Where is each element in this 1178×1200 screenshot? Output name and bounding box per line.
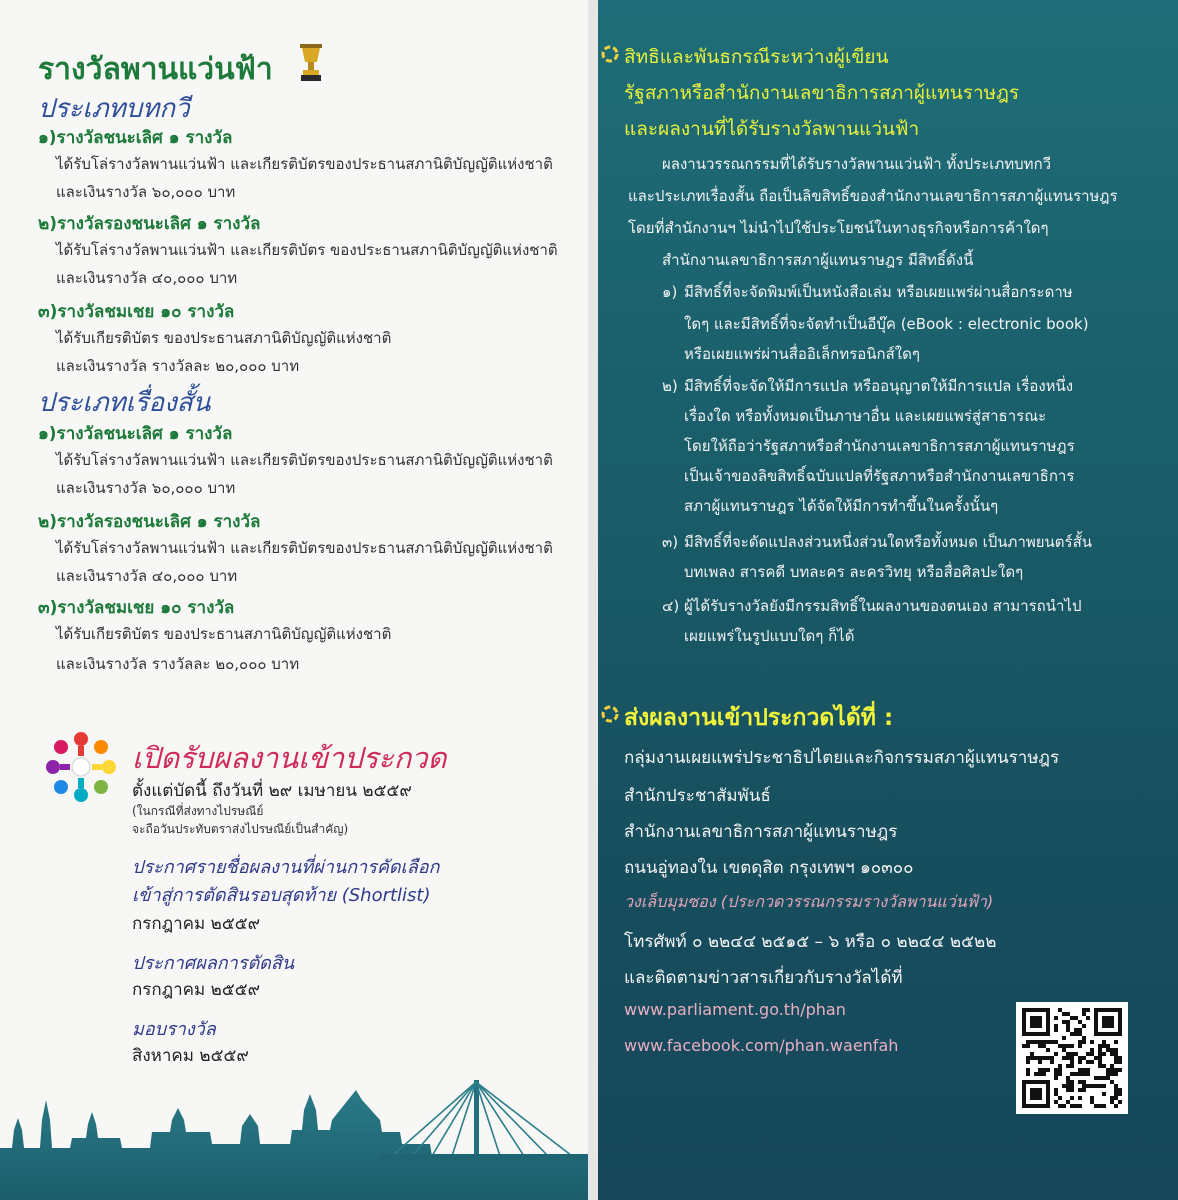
category-title-short-story: ประเภทเรื่องสั้น (38, 388, 211, 418)
right-item-line: มีสิทธิ์ที่จะจัดพิมพ์เป็นหนังสือเล่ม หรือเผยแพร่ผ่านสื่อกระดาษ (684, 283, 1073, 301)
right-item-number: ๒) (662, 377, 678, 395)
address-line: สำนักประชาสัมพันธ์ (624, 786, 771, 806)
right-item-line: ใดๆ และมีสิทธิ์ที่จะจัดทำเป็นอีบุ๊ค (eBook : electronic book) (684, 315, 1089, 333)
prize-line: ได้รับโล่รางวัลพานแว่นฟ้า และเกียรติบัตรของประธานสภานิติบัญญัติแห่งชาติ (56, 451, 553, 469)
right-item-line: โดยให้ถือว่ารัฐสภาหรือสำนักงานเลขาธิการสภาผู้แทนราษฎร (684, 437, 1075, 455)
open-submission-title: เปิดรับผลงานเข้าประกวด (132, 741, 447, 775)
prize-line: และเงินรางวัล รางวัลละ ๒๐,๐๐๐ บาท (56, 357, 300, 375)
result-date: กรกฎาคม ๒๕๕๙ (132, 980, 261, 1000)
prize-line: และเงินรางวัล ๔๐,๐๐๐ บาท (56, 567, 238, 585)
award-date: สิงหาคม ๒๕๕๙ (132, 1046, 249, 1066)
postal-note-line1: (ในกรณีที่ส่งทางไปรษณีย์ (132, 804, 264, 818)
intro-line: และประเภทเรื่องสั้น ถือเป็นลิขสิทธิ์ของสำนักงานเลขาธิการสภาผู้แทนราษฎร (628, 187, 1118, 205)
category-title-poetry: ประเภทบทกวี (38, 94, 190, 124)
left-panel (0, 0, 588, 1200)
prize-line: ได้รับโล่รางวัลพานแว่นฟ้า และเกียรติบัตรของประธานสภานิติบัญญัติแห่งชาติ (56, 155, 553, 173)
prize-head: ๓)รางวัลชมเชย ๑๐ รางวัล (38, 598, 235, 618)
postal-note-line2: จะถือวันประทับตราส่งไปรษณีย์เป็นสำคัญ) (132, 822, 349, 836)
shortlist-label-line2: เข้าสู่การตัดสินรอบสุดท้าย (Shortlist) (132, 885, 431, 906)
address-line: สำนักงานเลขาธิการสภาผู้แทนราษฎร (624, 822, 898, 842)
address-line: ถนนอู่ทองใน เขตดุสิต กรุงเทพฯ ๑๐๓๐๐ (624, 858, 914, 878)
intro-line: โดยที่สำนักงานฯ ไม่นำไปใช้ประโยชน์ในทางธุรกิจหรือการค้าใดๆ (628, 219, 1049, 237)
phone-line: โทรศัพท์ ๐ ๒๒๔๔ ๒๕๑๕ – ๖ หรือ ๐ ๒๒๔๔ ๒๕๒๒ (624, 932, 997, 952)
right-item-line: หรือเผยแพร่ผ่านสื่ออิเล็กทรอนิกส์ใดๆ (684, 345, 920, 363)
right-item-line: บทเพลง สารคดี บทละคร ละครวิทยุ หรือสื่อศิลปะใดๆ (684, 563, 1024, 581)
ring-bullet-icon (600, 704, 620, 724)
send-submission-title: ส่งผลงานเข้าประกวดได้ที่ : (624, 705, 894, 731)
prize-head: ๑)รางวัลชนะเลิศ ๑ รางวัล (38, 128, 233, 148)
right-item-line: สภาผู้แทนราษฎร ได้จัดให้มีการทำขึ้นในครั้งนั้นๆ (684, 497, 999, 515)
bangkok-skyline-illustration (0, 1060, 588, 1200)
trophy-icon (298, 44, 324, 82)
prize-line: ได้รับโล่รางวัลพานแว่นฟ้า และเกียรติบัตร ของประธานสภานิติบัญญัติแห่งชาติ (56, 241, 558, 259)
prize-line: ได้รับเกียรติบัตร ของประธานสภานิติบัญญัติแห่งชาติ (56, 625, 392, 643)
right-item-number: ๔) (662, 597, 680, 615)
right-item-line: เรื่องใด หรือทั้งหมดเป็นภาษาอื่น และเผยแพร่สู่สาธารณะ (684, 407, 1047, 425)
intro-line: ผลงานวรรณกรรมที่ได้รับรางวัลพานแว่นฟ้า ทั้งประเภทบทกวี (662, 155, 1052, 173)
prize-line: และเงินรางวัล รางวัลละ ๒๐,๐๐๐ บาท (56, 655, 300, 673)
prize-head: ๓)รางวัลชมเชย ๑๐ รางวัล (38, 302, 235, 322)
prize-line: และเงินรางวัล ๖๐,๐๐๐ บาท (56, 183, 236, 201)
right-panel (598, 0, 1178, 1200)
panel-gap (588, 0, 598, 1200)
right-item-line: มีสิทธิ์ที่จะจัดให้มีการแปล หรืออนุญาตให้มีการแปล เรื่องหนึ่ง (684, 377, 1074, 395)
parliament-website-link[interactable]: www.parliament.go.th/phan (624, 1000, 846, 1019)
right-item-line: ผู้ได้รับรางวัลยังมีกรรมสิทธิ์ในผลงานของตนเอง สามารถนำไป (684, 597, 1082, 615)
award-label: มอบรางวัล (132, 1019, 216, 1040)
open-submission-date: ตั้งแต่บัดนี้ ถึงวันที่ ๒๙ เมษายน ๒๕๕๙ (132, 781, 412, 801)
prize-head: ๑)รางวัลชนะเลิศ ๑ รางวัล (38, 424, 233, 444)
follow-line: และติดตามข่าวสารเกี่ยวกับรางวัลได้ที่ (624, 968, 903, 988)
envelope-note: วงเล็บมุมซอง (ประกวดวรรณกรรมรางวัลพานแว่นฟ้า) (624, 892, 994, 911)
right-item-number: ๑) (662, 283, 678, 301)
intro-line: สำนักงานเลขาธิการสภาผู้แทนราษฎร มีสิทธิ์ดังนี้ (662, 251, 974, 269)
right-item-line: เผยแพร่ในรูปแบบใดๆ ก็ได้ (684, 627, 855, 645)
qr-code-icon[interactable] (1016, 1002, 1128, 1114)
facebook-page-link[interactable]: www.facebook.com/phan.waenfah (624, 1036, 899, 1055)
rights-title-line1: สิทธิและพันธกรณีระหว่างผู้เขียน (624, 46, 889, 68)
right-item-line: เป็นเจ้าของลิขสิทธิ์ฉบับแปลที่รัฐสภาหรือสำนักงานเลขาธิการ (684, 467, 1075, 485)
people-wheel-icon (42, 728, 120, 806)
ring-bullet-icon (600, 44, 620, 64)
rights-title-line3: และผลงานที่ได้รับรางวัลพานแว่นฟ้า (624, 118, 920, 140)
rights-title-line2: รัฐสภาหรือสำนักงานเลขาธิการสภาผู้แทนราษฎร (624, 82, 1020, 104)
main-title: รางวัลพานแว่นฟ้า (38, 52, 273, 87)
result-label: ประกาศผลการตัดสิน (132, 953, 295, 974)
address-line: กลุ่มงานเผยแพร่ประชาธิปไตยและกิจกรรมสภาผู้แทนราษฎร (624, 748, 1060, 768)
prize-head: ๒)รางวัลรองชนะเลิศ ๑ รางวัล (38, 512, 261, 532)
shortlist-date: กรกฎาคม ๒๕๕๙ (132, 914, 261, 934)
right-item-line: มีสิทธิ์ที่จะดัดแปลงส่วนหนึ่งส่วนใดหรือทั้งหมด เป็นภาพยนตร์สั้น (684, 533, 1093, 551)
prize-line: ได้รับเกียรติบัตร ของประธานสภานิติบัญญัติแห่งชาติ (56, 329, 392, 347)
right-item-number: ๓) (662, 533, 679, 551)
prize-line: ได้รับโล่รางวัลพานแว่นฟ้า และเกียรติบัตรของประธานสภานิติบัญญัติแห่งชาติ (56, 539, 553, 557)
prize-head: ๒)รางวัลรองชนะเลิศ ๑ รางวัล (38, 214, 261, 234)
prize-line: และเงินรางวัล ๔๐,๐๐๐ บาท (56, 269, 238, 287)
prize-line: และเงินรางวัล ๖๐,๐๐๐ บาท (56, 479, 236, 497)
shortlist-label-line1: ประกาศรายชื่อผลงานที่ผ่านการคัดเลือก (132, 857, 440, 878)
